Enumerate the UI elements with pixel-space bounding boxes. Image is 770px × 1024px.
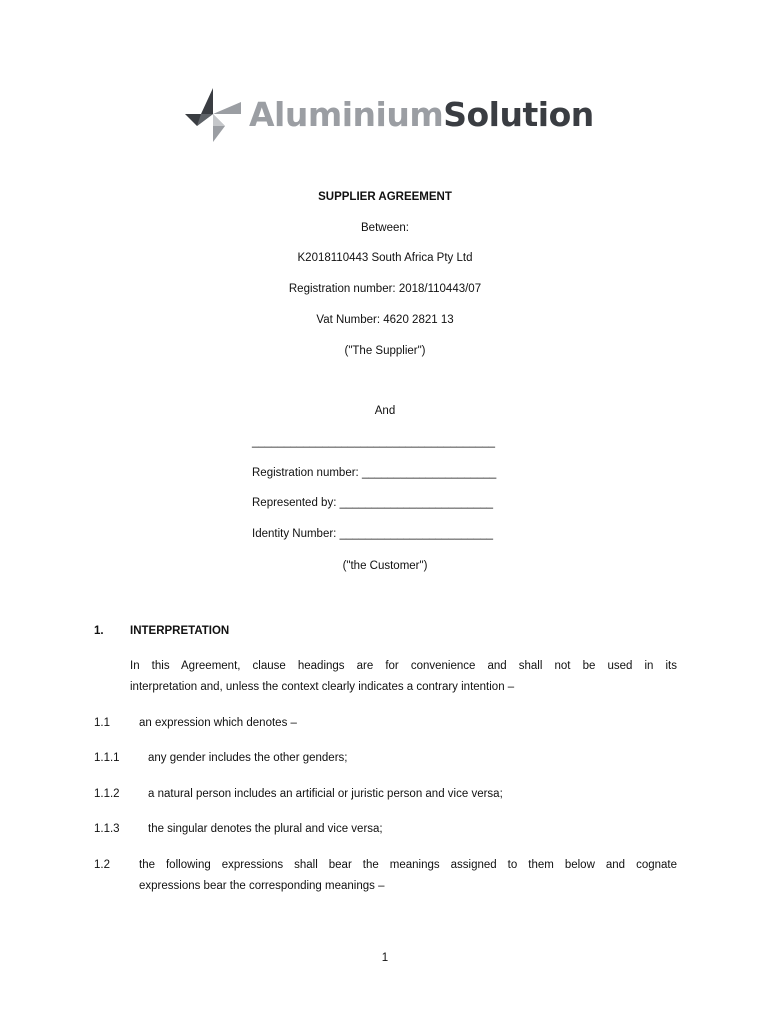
customer-identity-number: Identity Number: ________________________	[252, 528, 494, 540]
clause-1-1-2-number: 1.1.2	[94, 788, 120, 800]
page-number: 1	[381, 952, 389, 964]
logo-text-light: Aluminium	[249, 94, 444, 134]
document-title: SUPPLIER AGREEMENT	[318, 191, 452, 203]
customer-name-blank: ______________________________________	[252, 436, 496, 448]
customer-registration: Registration number: _____________________	[252, 467, 497, 479]
logo-wordmark	[249, 94, 594, 134]
clause-1-1-1-number: 1.1.1	[94, 752, 120, 764]
clause-1-1-3-text: the singular denotes the plural and vice versa;	[148, 823, 383, 835]
logo-text-dark: Solution	[443, 94, 594, 134]
pinwheel-logo-icon	[183, 86, 241, 142]
between-label: Between:	[361, 222, 409, 234]
and-label: And	[374, 405, 396, 417]
clause-1-2-line-2: expressions bear the corresponding meanings –	[139, 880, 385, 892]
clause-1-1-1-text: any gender includes the other genders;	[148, 752, 348, 764]
customer-label: ("the Customer")	[342, 560, 428, 572]
supplier-name: K2018110443 South Africa Pty Ltd	[297, 252, 473, 264]
clause-1-1-number: 1.1	[94, 717, 110, 729]
customer-represented-by: Represented by: ________________________	[252, 497, 494, 509]
clause-1-1-text: an expression which denotes –	[139, 717, 297, 729]
clause-1-2-line-1: the following expressions shall bear the meanings assigned to them below and cognate	[139, 859, 677, 871]
intro-line-1: In this Agreement, clause headings are for convenience and shall not be used in its	[130, 660, 677, 672]
company-logo	[183, 86, 594, 142]
intro-line-2: interpretation and, unless the context clearly indicates a contrary intention –	[130, 681, 515, 693]
supplier-registration: Registration number: 2018/110443/07	[288, 283, 482, 295]
supplier-vat: Vat Number: 4620 2821 13	[316, 314, 454, 326]
clause-1-2-number: 1.2	[94, 859, 110, 871]
supplier-label: ("The Supplier")	[344, 345, 426, 357]
section-heading: INTERPRETATION	[130, 625, 230, 637]
clause-1-1-3-number: 1.1.3	[94, 823, 120, 835]
section-number: 1.	[94, 625, 104, 637]
clause-1-1-2-text: a natural person includes an artificial or juristic person and vice versa;	[148, 788, 503, 800]
